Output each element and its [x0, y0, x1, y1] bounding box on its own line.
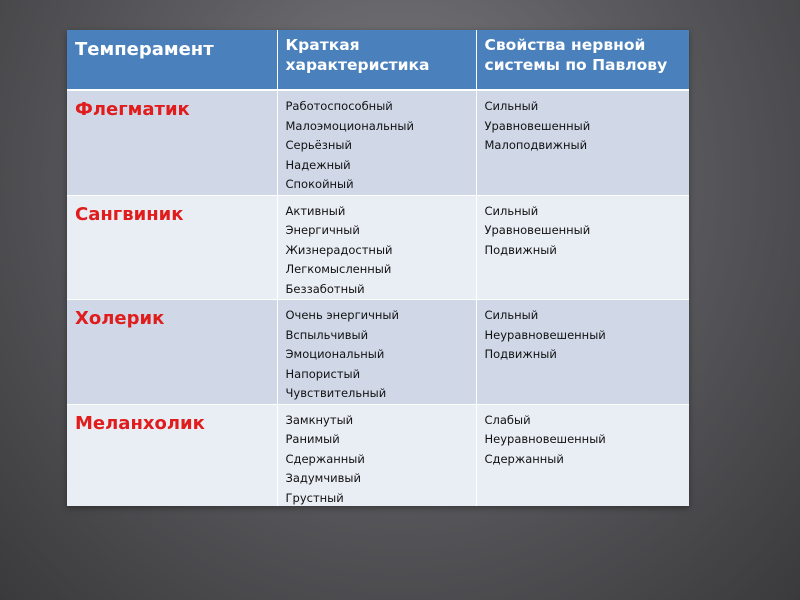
- trait-item: Грустный: [285, 490, 344, 505]
- trait-item: Чувствительный: [285, 386, 387, 400]
- trait-item: Беззаботный: [285, 281, 365, 296]
- nervous-item: Подвижный: [484, 242, 557, 257]
- traits-cell: [277, 195, 476, 300]
- nervous-cell: [476, 195, 689, 300]
- trait-item: Надежный: [285, 157, 351, 172]
- nervous-item: Неуравновешенный: [484, 327, 606, 342]
- nervous-cell: [476, 404, 689, 506]
- trait-item: Сдержанный: [285, 451, 365, 466]
- traits-cell: [277, 404, 476, 506]
- nervous-item: Слабый: [484, 412, 531, 427]
- temperament-name: Сангвиник: [67, 195, 277, 300]
- temperament-name: Холерик: [67, 300, 277, 405]
- trait-item: Жизнерадостный: [285, 242, 393, 257]
- trait-item: Спокойный: [285, 177, 354, 191]
- nervous-item: Сдержанный: [484, 451, 564, 466]
- nervous-item: Сильный: [484, 203, 539, 218]
- table-row: [67, 300, 689, 405]
- nervous-item: Уравновешенный: [484, 118, 591, 133]
- nervous-cell: [476, 90, 689, 195]
- temperament-table: [67, 30, 689, 506]
- trait-item: Замкнутый: [285, 412, 354, 427]
- header-characteristics: Краткая характеристика: [277, 30, 476, 90]
- trait-item: Малоэмоциональный: [285, 118, 414, 133]
- nervous-item: Сильный: [484, 99, 539, 113]
- table-header-row: [67, 30, 689, 90]
- table-row: [67, 404, 689, 506]
- nervous-item: Уравновешенный: [484, 223, 591, 237]
- table-row: [67, 195, 689, 300]
- nervous-item: Малоподвижный: [484, 138, 588, 152]
- trait-item: Легкомысленный: [285, 262, 392, 276]
- nervous-cell: [476, 300, 689, 405]
- trait-item: Эмоциональный: [285, 347, 385, 361]
- trait-item: Напористый: [285, 366, 361, 381]
- temperament-name: Флегматик: [67, 90, 277, 195]
- header-temperament: Темперамент: [67, 30, 277, 90]
- traits-cell: [277, 300, 476, 405]
- nervous-item: Неуравновешенный: [484, 432, 606, 446]
- traits-cell: [277, 90, 476, 195]
- trait-item: Серьёзный: [285, 138, 352, 152]
- trait-item: Задумчивый: [285, 471, 361, 485]
- trait-item: Работоспособный: [285, 99, 393, 113]
- nervous-item: Подвижный: [484, 347, 557, 361]
- header-nervous-system: Свойства нервной системы по Павлову: [476, 30, 689, 90]
- temperament-table-container: [67, 30, 689, 506]
- trait-item: Очень энергичный: [285, 308, 399, 322]
- trait-item: Активный: [285, 203, 346, 218]
- trait-item: Энергичный: [285, 223, 360, 237]
- temperament-name: Меланхолик: [67, 404, 277, 506]
- nervous-item: Сильный: [484, 308, 539, 322]
- trait-item: Вспыльчивый: [285, 327, 369, 342]
- trait-item: Ранимый: [285, 432, 340, 446]
- table-row: [67, 90, 689, 195]
